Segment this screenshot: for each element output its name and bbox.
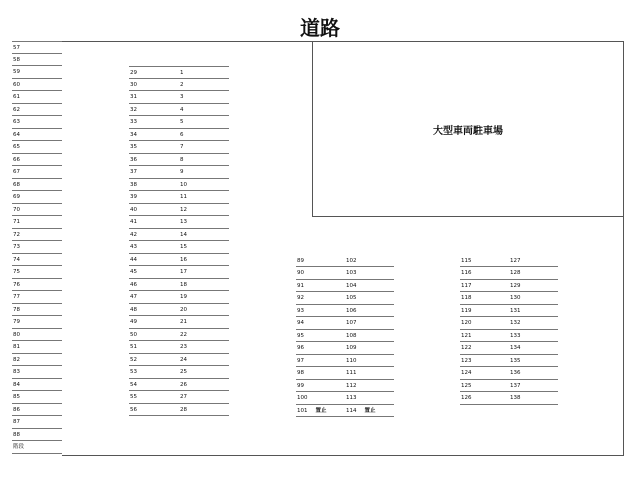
- parking-slot: [129, 354, 179, 367]
- parking-slot: [509, 330, 558, 343]
- slot-number: 29: [130, 70, 137, 76]
- slot-number: 19: [180, 294, 187, 300]
- slot-number: 138: [510, 395, 521, 401]
- slot-number: 105: [346, 295, 357, 301]
- parking-slot: [129, 304, 179, 317]
- parking-slot: [460, 317, 509, 330]
- slot-number: 91: [297, 282, 304, 289]
- slot-number: 16: [180, 256, 187, 263]
- slot-number: 137: [510, 382, 521, 389]
- parking-slot: [509, 305, 558, 318]
- parking-slot: [345, 355, 394, 368]
- slot-number: 97: [297, 357, 304, 364]
- parking-slot: [509, 255, 558, 268]
- parking-slot: [12, 404, 62, 417]
- slot-number: 71: [13, 219, 20, 225]
- slot-number: 136: [510, 370, 521, 376]
- parking-slot: [12, 129, 62, 142]
- slot-number: 73: [13, 244, 20, 250]
- slot-number: 59: [13, 69, 20, 75]
- parking-slot: [345, 292, 394, 305]
- slot-number: 86: [13, 406, 20, 413]
- parking-slot: [460, 392, 509, 405]
- parking-slot: [12, 141, 62, 154]
- parking-slot: [509, 280, 558, 293]
- parking-slot: [460, 380, 509, 393]
- parking-slot: [509, 292, 558, 305]
- parking-slot: [129, 66, 179, 79]
- parking-slot: [129, 116, 179, 129]
- parking-slot: [179, 116, 229, 129]
- slot-number: 126: [461, 395, 472, 401]
- parking-slot: [296, 380, 345, 393]
- parking-slot: [179, 391, 229, 404]
- parking-slot: [179, 204, 229, 217]
- parking-slot: [179, 179, 229, 192]
- slot-number: 81: [13, 344, 20, 350]
- parking-slot: [460, 330, 509, 343]
- slot-number: 21: [180, 319, 187, 325]
- slot-number: 20: [180, 306, 187, 313]
- slot-number: 10: [180, 181, 187, 188]
- slot-number: 69: [13, 194, 20, 200]
- parking-slot: [12, 266, 62, 279]
- slot-number: 60: [13, 81, 20, 88]
- slot-number: 40: [130, 206, 137, 213]
- parking-slot: [296, 255, 345, 268]
- parking-slot: [509, 342, 558, 355]
- parking-slot: [129, 141, 179, 154]
- slot-number: 48: [130, 306, 137, 313]
- parking-slot: [12, 341, 62, 354]
- slot-number: 118: [461, 295, 472, 301]
- parking-slot: [296, 305, 345, 318]
- parking-slot: [179, 66, 229, 79]
- parking-slot: [12, 279, 62, 292]
- parking-slot: [129, 179, 179, 192]
- parking-slot: [345, 267, 394, 280]
- slot-number: 47: [130, 294, 137, 300]
- slot-number: 27: [180, 394, 187, 400]
- parking-slot: [460, 355, 509, 368]
- parking-slot: [129, 166, 179, 179]
- parking-slot: [12, 41, 62, 54]
- parking-slot: [12, 54, 62, 67]
- slot-number: 124: [461, 370, 472, 376]
- parking-slot: [345, 305, 394, 318]
- parking-slot: [460, 342, 509, 355]
- parking-slot: [129, 379, 179, 392]
- slot-number: 122: [461, 345, 472, 351]
- slot-number: 61: [13, 94, 20, 100]
- parking-slot: [129, 329, 179, 342]
- slot-number: 57: [13, 45, 20, 51]
- slot-number: 51: [130, 344, 137, 350]
- parking-slot: [129, 154, 179, 167]
- slot-number: 79: [13, 319, 20, 325]
- slot-number: 133: [510, 332, 521, 339]
- road-label: 道路: [300, 16, 340, 40]
- parking-slot: [460, 292, 509, 305]
- slot-number: 11: [180, 194, 187, 200]
- slot-number: 65: [13, 144, 20, 150]
- slot-number: 3: [180, 94, 184, 100]
- parking-slot: [345, 342, 394, 355]
- slot-number: 107: [346, 320, 357, 326]
- parking-slot: [12, 391, 62, 404]
- parking-slot: [12, 304, 62, 317]
- slot-number: 30: [130, 81, 137, 88]
- parking-slot: [129, 316, 179, 329]
- parking-slot: [460, 255, 509, 268]
- slot-number: 87: [13, 419, 20, 425]
- parking-slot: [179, 91, 229, 104]
- slot-number: 102: [346, 257, 357, 264]
- slot-number: 120: [461, 320, 472, 326]
- parking-slot: [179, 329, 229, 342]
- slot-number: 5: [180, 119, 184, 125]
- slot-number: 100: [297, 395, 308, 401]
- parking-slot: [12, 104, 62, 117]
- parking-slot: [509, 317, 558, 330]
- slot-number: 24: [180, 356, 187, 363]
- slot-number: 131: [510, 307, 521, 314]
- parking-slot: [509, 367, 558, 380]
- slot-number: 37: [130, 169, 137, 175]
- parking-slot: [179, 104, 229, 117]
- slot-number: 88: [13, 431, 20, 438]
- parking-slot: [179, 366, 229, 379]
- slot-number: 134: [510, 345, 521, 351]
- parking-slot: [179, 341, 229, 354]
- slot-number: 12: [180, 206, 187, 213]
- slot-number: 82: [13, 356, 20, 363]
- parking-slot: [345, 392, 394, 405]
- slot-number: 76: [13, 281, 20, 288]
- parking-slot: [509, 355, 558, 368]
- slot-number: 132: [510, 320, 521, 326]
- slot-number: 98: [297, 370, 304, 376]
- slot-number: 96: [297, 345, 304, 351]
- slot-number: 83: [13, 369, 20, 375]
- slot-number: 85: [13, 394, 20, 400]
- parking-slot: [296, 292, 345, 305]
- parking-slot: [345, 367, 394, 380]
- slot-number: 56: [130, 406, 137, 413]
- parking-slot: [12, 116, 62, 129]
- parking-slot: [12, 379, 62, 392]
- parking-slot: [179, 304, 229, 317]
- slot-number: 31: [130, 94, 137, 100]
- parking-slot: [129, 291, 179, 304]
- parking-slot: [12, 441, 62, 454]
- slot-number: 128: [510, 270, 521, 276]
- parking-slot: [129, 104, 179, 117]
- slot-number: 43: [130, 244, 137, 250]
- parking-slot: [179, 379, 229, 392]
- parking-slot: [12, 229, 62, 242]
- parking-slot: [179, 129, 229, 142]
- parking-slot: [345, 330, 394, 343]
- parking-slot: [129, 241, 179, 254]
- slot-number: 92: [297, 295, 304, 301]
- slot-number: 15: [180, 244, 187, 250]
- parking-slot: [509, 267, 558, 280]
- parking-slot: [12, 416, 62, 429]
- slot-number: 14: [180, 231, 187, 238]
- parking-slot: [296, 280, 345, 293]
- slot-number: 106: [346, 307, 357, 314]
- slot-number: 103: [346, 270, 357, 276]
- slot-number: 72: [13, 231, 20, 238]
- slot-number: 54: [130, 381, 137, 388]
- parking-slot: [345, 317, 394, 330]
- slot-number: 55: [130, 394, 137, 400]
- parking-slot: [12, 316, 62, 329]
- slot-number: 6: [180, 131, 184, 138]
- slot-number: 74: [13, 256, 20, 263]
- slot-number: 38: [130, 181, 137, 188]
- parking-slot: [296, 355, 345, 368]
- parking-slot: [460, 280, 509, 293]
- parking-slot: [12, 154, 62, 167]
- slot-number: 78: [13, 306, 20, 313]
- parking-slot: [179, 166, 229, 179]
- parking-slot: [12, 179, 62, 192]
- slot-number: 116: [461, 270, 472, 276]
- parking-slot: [12, 66, 62, 79]
- parking-slot: [129, 279, 179, 292]
- parking-slot: [296, 367, 345, 380]
- parking-slot: [12, 241, 62, 254]
- slot-number: 39: [130, 194, 137, 200]
- slot-number: 127: [510, 257, 521, 264]
- slot-number: 64: [13, 131, 20, 138]
- slot-number: 84: [13, 381, 20, 388]
- slot-number: 114: [346, 407, 357, 414]
- parking-slot: [12, 366, 62, 379]
- parking-slot: [460, 367, 509, 380]
- parking-slot: [129, 191, 179, 204]
- slot-number: 89: [297, 257, 304, 264]
- slot-number: 125: [461, 382, 472, 389]
- parking-slot: [296, 392, 345, 405]
- slot-number: 9: [180, 169, 184, 175]
- parking-slot: [509, 380, 558, 393]
- slot-number: 70: [13, 206, 20, 213]
- slot-number: 135: [510, 357, 521, 364]
- slot-number: 109: [346, 345, 357, 351]
- parking-slot: [179, 79, 229, 92]
- slot-number: 123: [461, 357, 472, 364]
- slot-number: 52: [130, 356, 137, 363]
- parking-slot: [179, 216, 229, 229]
- slot-number: 67: [13, 169, 20, 175]
- parking-slot: [129, 391, 179, 404]
- parking-slot: [345, 405, 394, 418]
- slot-number: 108: [346, 332, 357, 339]
- slot-number: 50: [130, 331, 137, 338]
- parking-slot: [179, 291, 229, 304]
- parking-slot: [129, 254, 179, 267]
- slot-number: 34: [130, 131, 137, 138]
- slot-number: 90: [297, 270, 304, 276]
- slot-number: 36: [130, 156, 137, 163]
- parking-slot: [345, 255, 394, 268]
- parking-slot: [179, 241, 229, 254]
- large-vehicle-parking-label: 大型車両駐車場: [433, 126, 503, 137]
- parking-slot: [296, 317, 345, 330]
- slot-number: 110: [346, 357, 357, 364]
- slot-number: 99: [297, 382, 304, 389]
- parking-slot: [129, 404, 179, 417]
- parking-slot: [345, 280, 394, 293]
- parking-slot: [12, 91, 62, 104]
- parking-slot: [179, 229, 229, 242]
- slot-number: 26: [180, 381, 187, 388]
- slot-number: 32: [130, 106, 137, 113]
- parking-slot: [179, 266, 229, 279]
- parking-slot: [509, 392, 558, 405]
- slot-number: 95: [297, 332, 304, 339]
- slot-note: 置止: [315, 407, 327, 414]
- slot-number: 17: [180, 269, 187, 275]
- parking-slot: [179, 141, 229, 154]
- slot-number: 25: [180, 369, 187, 375]
- slot-number: 13: [180, 219, 187, 225]
- slot-number: 93: [297, 307, 304, 314]
- parking-slot: [129, 341, 179, 354]
- parking-slot: [12, 354, 62, 367]
- parking-slot: [129, 129, 179, 142]
- parking-slot: [12, 191, 62, 204]
- slot-number: 4: [180, 106, 184, 113]
- parking-slot: [129, 91, 179, 104]
- parking-slot: [179, 316, 229, 329]
- parking-slot: [296, 330, 345, 343]
- parking-slot: [12, 254, 62, 267]
- slot-number: 42: [130, 231, 137, 238]
- slot-note: 置止: [364, 407, 376, 414]
- parking-slot: [12, 291, 62, 304]
- parking-slot: [179, 254, 229, 267]
- parking-slot: [179, 191, 229, 204]
- slot-number: 28: [180, 406, 187, 413]
- slot-number: 80: [13, 331, 20, 338]
- slot-number: 35: [130, 144, 137, 150]
- parking-slot: [296, 267, 345, 280]
- parking-slot: [345, 380, 394, 393]
- slot-number: 45: [130, 269, 137, 275]
- slot-number: 62: [13, 106, 20, 113]
- slot-number: 22: [180, 331, 187, 338]
- slot-number: 130: [510, 295, 521, 301]
- parking-slot: [296, 342, 345, 355]
- parking-slot: [460, 267, 509, 280]
- parking-slot: [129, 266, 179, 279]
- slot-number: 94: [297, 320, 304, 326]
- slot-number: 104: [346, 282, 357, 289]
- parking-slot: [129, 204, 179, 217]
- slot-number: 129: [510, 282, 521, 289]
- parking-slot: [296, 405, 345, 418]
- slot-number: 44: [130, 256, 137, 263]
- parking-slot: [12, 204, 62, 217]
- slot-number: 63: [13, 119, 20, 125]
- parking-slot: [179, 354, 229, 367]
- slot-number: 68: [13, 181, 20, 188]
- slot-number: 18: [180, 281, 187, 288]
- slot-number: 66: [13, 156, 20, 163]
- parking-slot: [460, 305, 509, 318]
- parking-slot: [12, 329, 62, 342]
- slot-number: 41: [130, 219, 137, 225]
- parking-slot: [12, 216, 62, 229]
- slot-number: 115: [461, 257, 472, 264]
- slot-number: 46: [130, 281, 137, 288]
- slot-number: 7: [180, 144, 184, 150]
- parking-slot: [179, 154, 229, 167]
- slot-number: 53: [130, 369, 137, 375]
- parking-slot: [129, 79, 179, 92]
- parking-slot: [179, 404, 229, 417]
- parking-slot: [12, 166, 62, 179]
- parking-slot: [12, 429, 62, 442]
- slot-number: 119: [461, 307, 472, 314]
- slot-number: 2: [180, 81, 184, 88]
- slot-number: 113: [346, 395, 357, 401]
- slot-number: 77: [13, 294, 20, 300]
- slot-number: 111: [346, 370, 357, 376]
- parking-slot: [12, 79, 62, 92]
- parking-slot: [129, 366, 179, 379]
- parking-slot: [129, 216, 179, 229]
- parking-slot: [179, 279, 229, 292]
- slot-number: 58: [13, 56, 20, 63]
- slot-number: 23: [180, 344, 187, 350]
- large-vehicle-parking-area: [312, 41, 624, 217]
- slot-number: 112: [346, 382, 357, 389]
- slot-number: 階段: [13, 444, 25, 450]
- slot-number: 75: [13, 269, 20, 275]
- slot-number: 1: [180, 70, 184, 76]
- slot-number: 121: [461, 332, 472, 339]
- slot-number: 33: [130, 119, 137, 125]
- slot-number: 8: [180, 156, 184, 163]
- slot-number: 49: [130, 319, 137, 325]
- slot-number: 101: [297, 407, 308, 414]
- parking-slot: [129, 229, 179, 242]
- slot-number: 117: [461, 282, 472, 289]
